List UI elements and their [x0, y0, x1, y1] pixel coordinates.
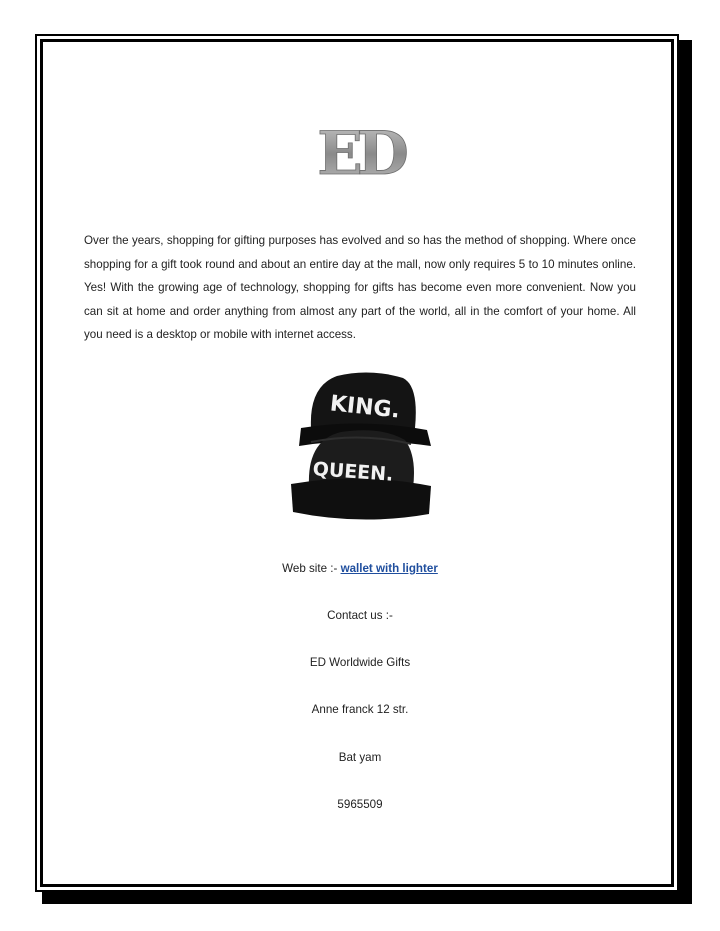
website-label: Web site :- [282, 562, 341, 575]
hat-top-text: KING. [328, 391, 401, 424]
city-name: Bat yam [338, 751, 382, 764]
street-address: Anne franck 12 str. [311, 703, 409, 716]
website-line [0, 562, 720, 575]
phone-number: 5965509 [337, 798, 383, 811]
hat-bottom-text: QUEEN. [311, 458, 395, 486]
logo-text: ED [317, 120, 403, 184]
contact-heading: Contact us :- [327, 609, 393, 622]
website-link[interactable]: wallet with lighter [340, 562, 438, 575]
ed-monogram-logo [305, 120, 415, 184]
bucket-hats-photo [281, 366, 439, 532]
intro-paragraph: Over the years, shopping for gifting purposes has evolved and so has the method of shopping. Where once shopping for a gift took round and about an entire day at the mall, now only requires 5 to 10 minutes online. Yes! With the growing age of technology, shopping for gifts has become even more convenient. Now you can sit at home and order anything from almost any part of the world, all in the comfort of your home. All you need is a desktop or mobile with internet access. [84, 234, 636, 341]
company-name: ED Worldwide Gifts [309, 656, 411, 669]
